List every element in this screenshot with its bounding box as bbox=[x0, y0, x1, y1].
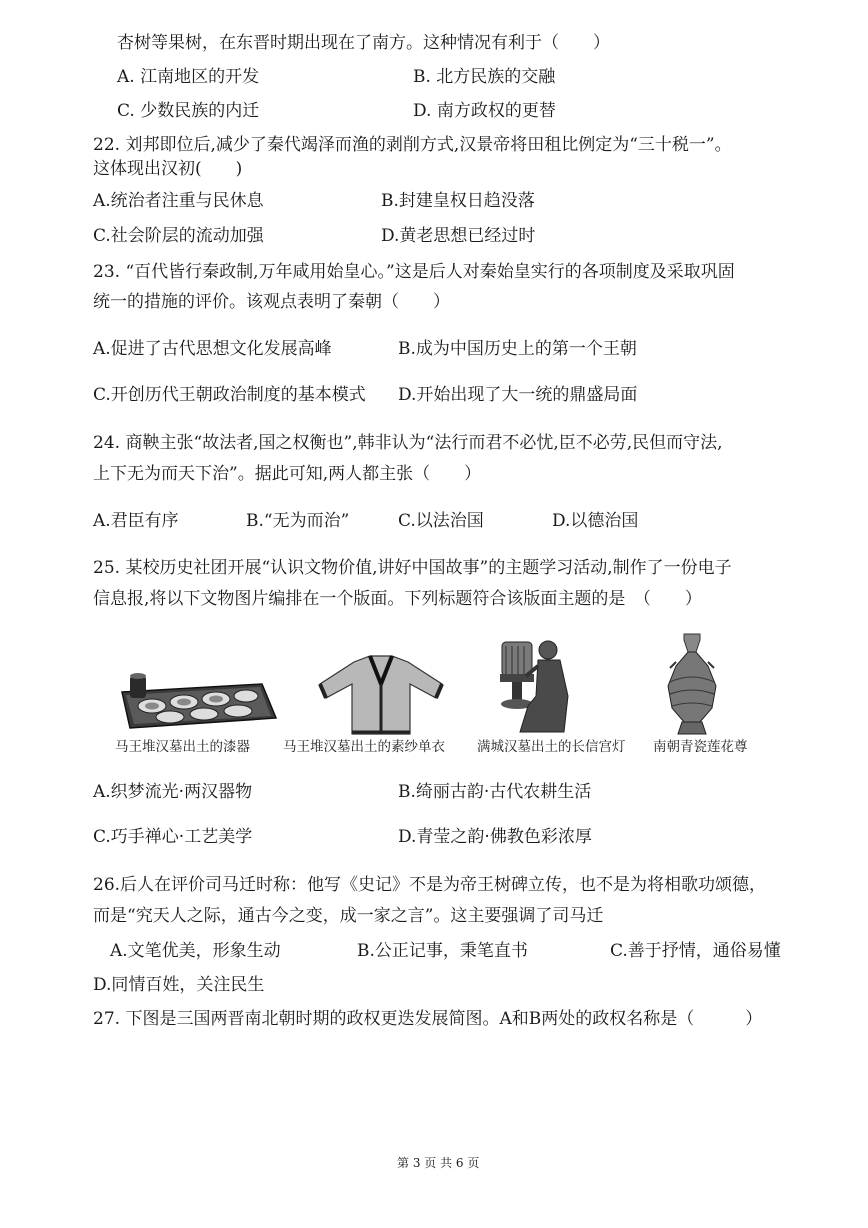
q24-option-b[interactable]: B.“无为而治” bbox=[246, 511, 350, 531]
page-footer: 第 3 页 共 6 页 bbox=[397, 1156, 480, 1170]
caption-changxin-palace-lamp: 满城汉墓出土的长信宫灯 bbox=[477, 739, 626, 755]
q25-option-b[interactable]: B.绮丽古韵·古代农耕生活 bbox=[398, 782, 592, 802]
caption-plain-gauze-robe: 马王堆汉墓出土的素纱单衣 bbox=[283, 739, 445, 755]
changxin-palace-lamp-image bbox=[498, 636, 574, 734]
q24-option-d[interactable]: D.以德治国 bbox=[552, 511, 639, 531]
q23-option-a[interactable]: A.促进了古代思想文化发展高峰 bbox=[93, 339, 332, 359]
q25-stem-line2: 信息报,将以下文物图片编排在一个版面。下列标题符合该版面主题的是 （ ） bbox=[93, 589, 702, 609]
q21-option-b[interactable]: B. 北方民族的交融 bbox=[413, 67, 556, 87]
caption-lacquerware: 马王堆汉墓出土的漆器 bbox=[115, 739, 250, 755]
q23-option-d[interactable]: D.开始出现了大一统的鼎盛局面 bbox=[398, 385, 638, 405]
caption-lotus-celadon-zun: 南朝青瓷莲花尊 bbox=[653, 739, 748, 755]
q24-stem-line2: 上下无为而天下治”。据此可知,两人都主张（ ） bbox=[93, 464, 482, 484]
q21-option-d[interactable]: D. 南方政权的更替 bbox=[413, 101, 556, 121]
lotus-celadon-zun-image bbox=[660, 632, 724, 736]
q22-stem-line1: 22. 刘邦即位后,减少了秦代竭泽而渔的剥削方式,汉景帝将田租比例定为“三十税一”。 bbox=[93, 135, 732, 155]
q25-option-d[interactable]: D.青莹之韵·佛教色彩浓厚 bbox=[398, 827, 592, 847]
q25-stem-line1: 25. 某校历史社团开展“认识文物价值,讲好中国故事”的主题学习活动,制作了一份电子 bbox=[93, 558, 732, 578]
q21-option-a[interactable]: A. 江南地区的开发 bbox=[117, 67, 260, 87]
q23-option-c[interactable]: C.开创历代王朝政治制度的基本模式 bbox=[93, 385, 366, 405]
q26-stem-line1: 26.后人在评价司马迁时称：他写《史记》不是为帝王树碑立传，也不是为将相歌功颂德， bbox=[93, 875, 767, 895]
q26-option-b[interactable]: B.公正记事，秉笔直书 bbox=[357, 941, 528, 961]
q26-option-d[interactable]: D.同情百姓，关注民生 bbox=[93, 975, 265, 995]
q22-option-b[interactable]: B.封建皇权日趋没落 bbox=[381, 191, 535, 211]
plain-gauze-robe-image bbox=[318, 654, 444, 736]
q23-option-b[interactable]: B.成为中国历史上的第一个王朝 bbox=[398, 339, 637, 359]
q21-stem: 杏树等果树，在东晋时期出现在了南方。这种情况有利于（ ） bbox=[117, 33, 610, 53]
q24-option-a[interactable]: A.君臣有序 bbox=[93, 511, 179, 531]
q22-option-c[interactable]: C.社会阶层的流动加强 bbox=[93, 226, 264, 246]
q23-stem-line2: 统一的措施的评价。该观点表明了秦朝（ ） bbox=[93, 292, 450, 312]
q24-stem-line1: 24. 商鞅主张“故法者,国之权衡也”,韩非认为“法行而君不必忧,臣不必劳,民但而守法, bbox=[93, 433, 723, 453]
q26-option-a[interactable]: A.文笔优美，形象生动 bbox=[110, 941, 281, 961]
q26-option-c[interactable]: C.善于抒情，通俗易懂 bbox=[610, 941, 781, 961]
q22-stem-line2: 这体现出汉初( ) bbox=[93, 159, 243, 179]
q22-option-d[interactable]: D.黄老思想已经过时 bbox=[381, 226, 536, 246]
q24-option-c[interactable]: C.以法治国 bbox=[398, 511, 484, 531]
q25-option-c[interactable]: C.巧手禅心·工艺美学 bbox=[93, 827, 253, 847]
lacquerware-image bbox=[112, 662, 278, 734]
q27-stem: 27. 下图是三国两晋南北朝时期的政权更迭发展简图。A和B两处的政权名称是（ ） bbox=[93, 1009, 763, 1029]
q26-stem-line2: 而是“究天人之际，通古今之变，成一家之言”。这主要强调了司马迁 bbox=[93, 906, 604, 926]
q22-option-a[interactable]: A.统治者注重与民休息 bbox=[93, 191, 264, 211]
q23-stem-line1: 23. “百代皆行秦政制,万年咸用始皇心。”这是后人对秦始皇实行的各项制度及采取巩固 bbox=[93, 262, 735, 282]
q21-option-c[interactable]: C. 少数民族的内迁 bbox=[117, 101, 260, 121]
q25-option-a[interactable]: A.织梦流光·两汉器物 bbox=[93, 782, 253, 802]
